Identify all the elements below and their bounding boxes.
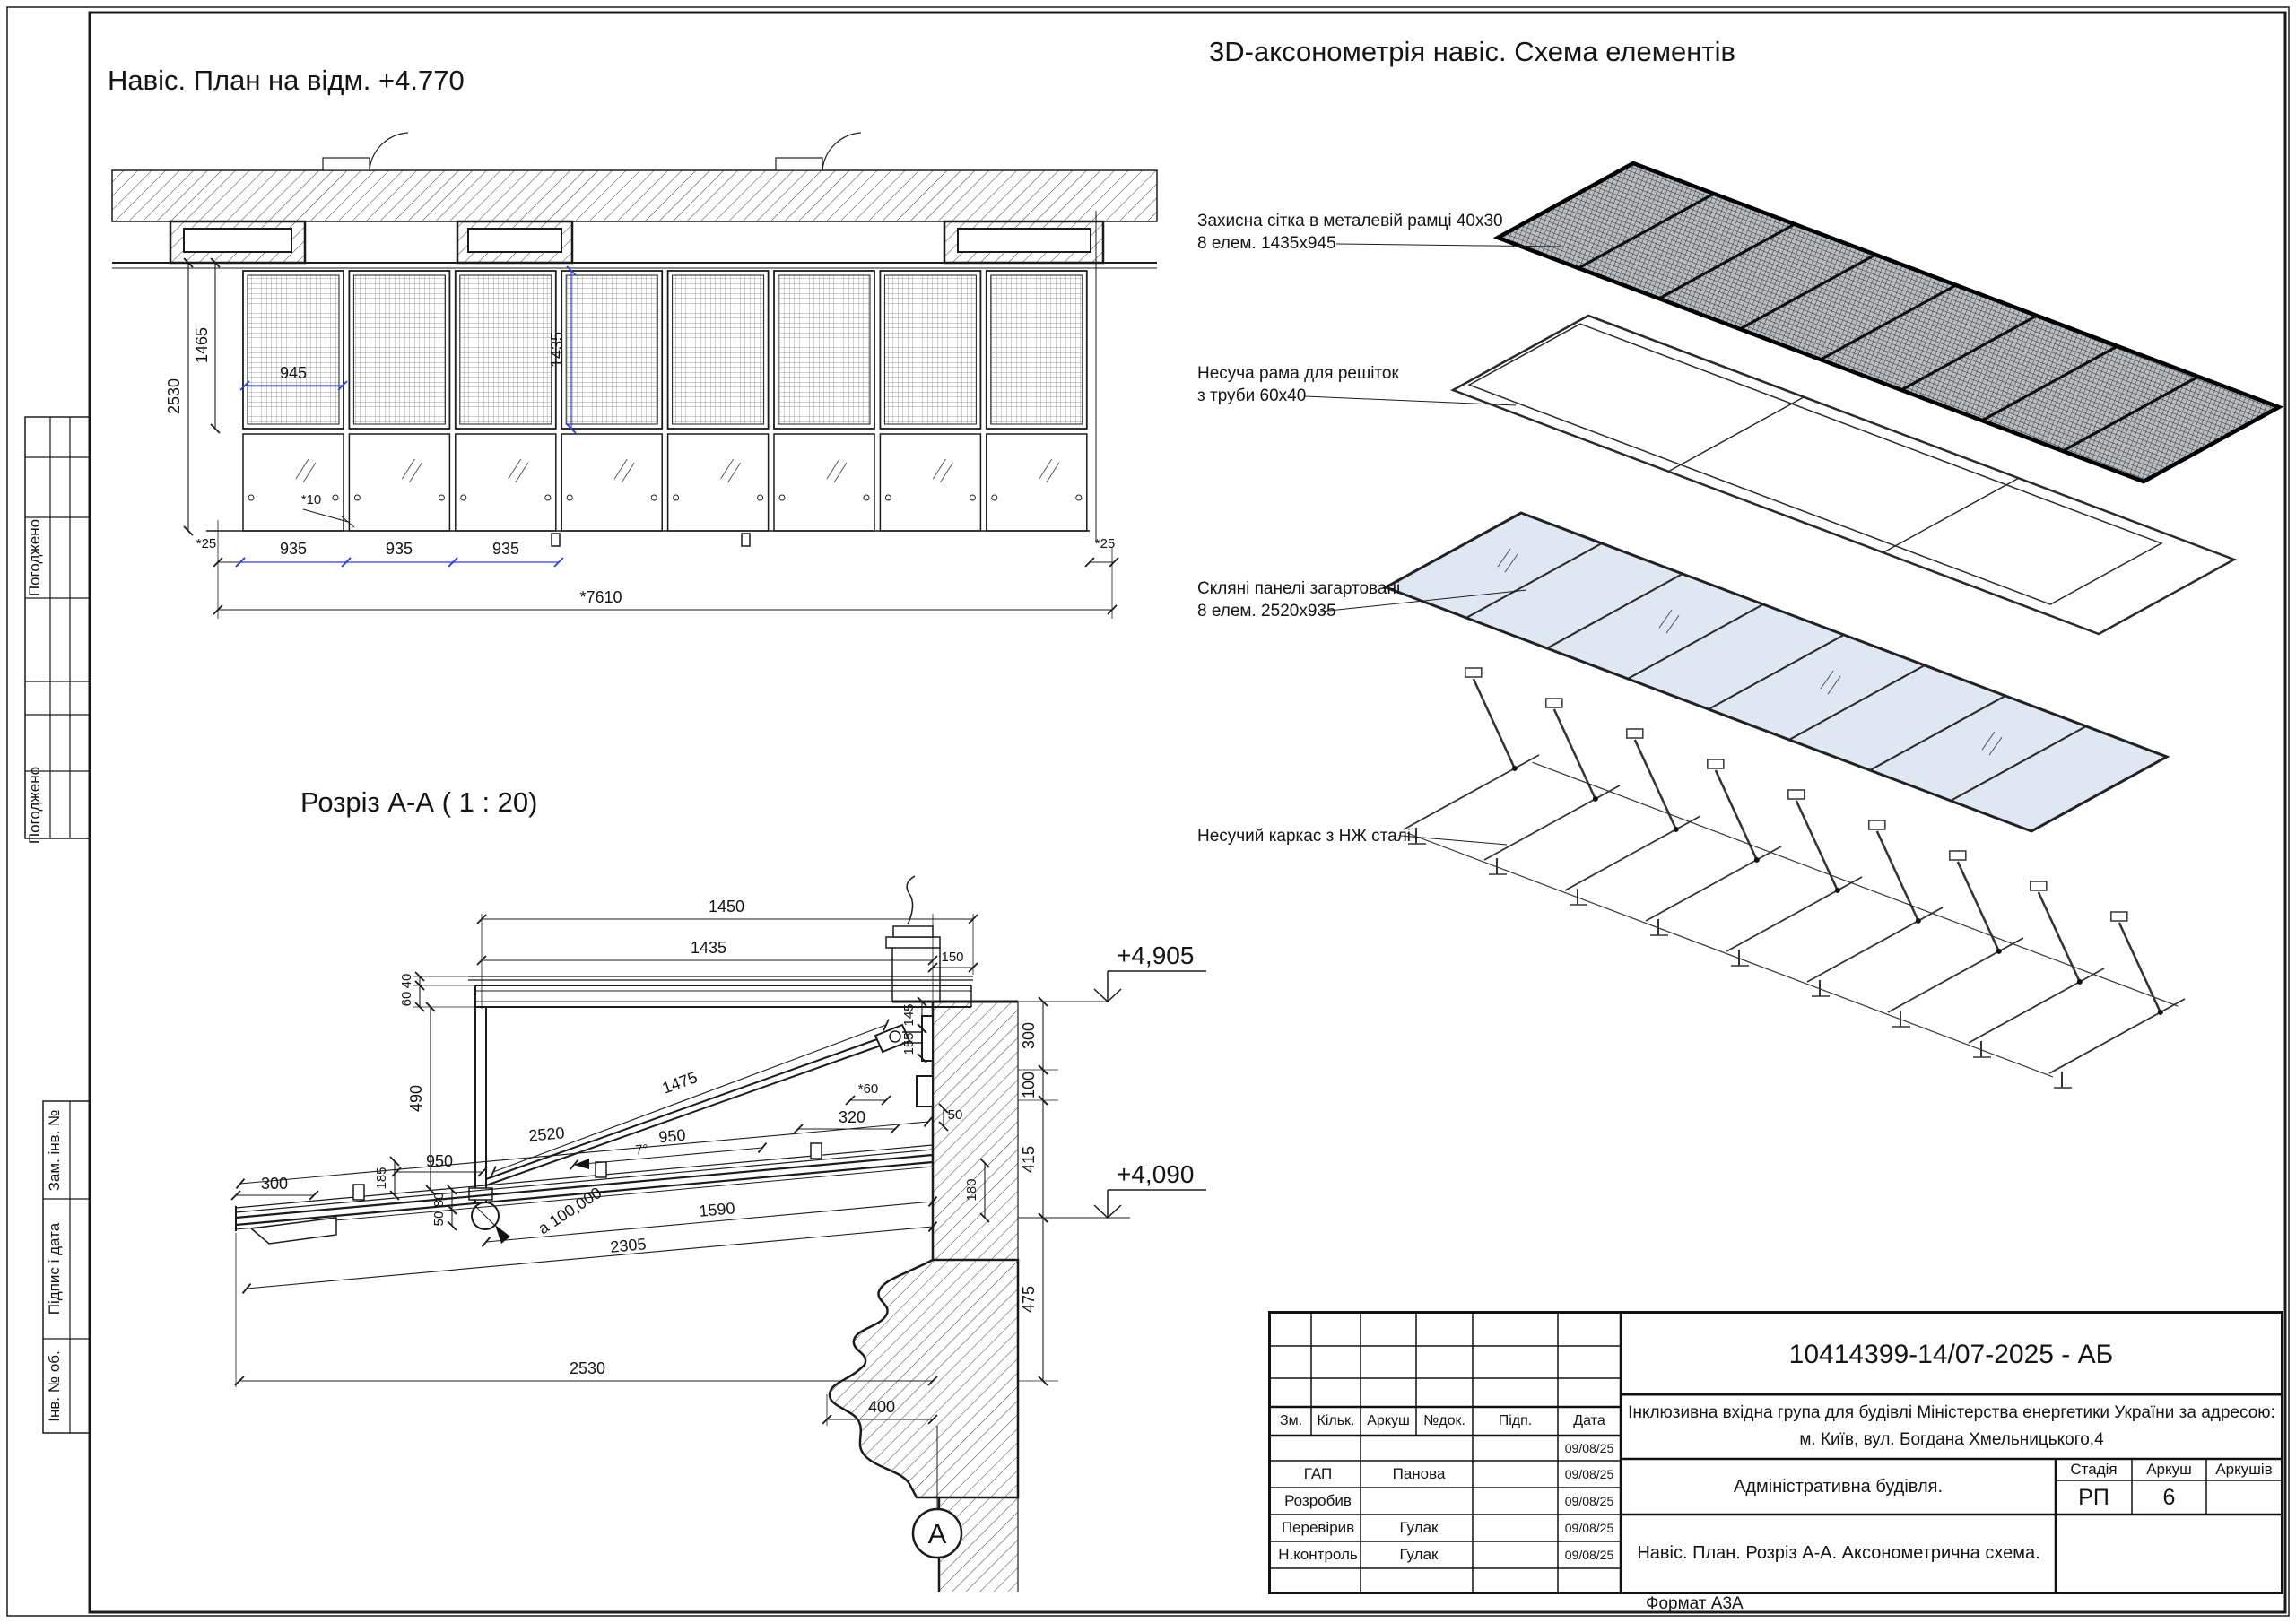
axon-label-glass-2: 8 елем. 2520x935: [1197, 602, 1336, 621]
axon-view: [1197, 163, 2279, 1088]
plan-dim-2530: 2530: [165, 378, 183, 415]
plan-dim-7610: *7610: [579, 588, 622, 606]
sec-dim-50a: 50: [431, 1211, 447, 1227]
section-view: [231, 876, 1206, 1592]
side-label-pogodzheno-2: Погоджено: [26, 766, 43, 845]
sec-level-top: +4,905: [1117, 942, 1195, 969]
plan-view: [112, 133, 1157, 619]
row-name-3: Гулак: [1399, 1546, 1439, 1563]
arkush-value: 6: [2162, 1484, 2176, 1510]
col-ndok: №док.: [1423, 1413, 1465, 1428]
sec-dim-2520: 2520: [527, 1124, 566, 1145]
axon-title: 3D-аксонометрія навіс. Схема елементів: [1209, 36, 1735, 67]
plan-dim-935c: 935: [491, 540, 520, 558]
col-data: Дата: [1573, 1413, 1605, 1428]
title-block: [1268, 1311, 2283, 1594]
col-pidp: Підп.: [1498, 1413, 1533, 1428]
plan-dim-935a: 935: [279, 540, 308, 558]
row-date-2: 09/08/25: [1564, 1521, 1614, 1535]
sec-dim-2305: 2305: [609, 1235, 648, 1256]
sec-dim-50b: 50: [947, 1107, 963, 1123]
sec-dim-1450: 1450: [708, 898, 745, 916]
date-top: 09/08/25: [1564, 1441, 1614, 1455]
sec-dim-60s: *60: [857, 1081, 879, 1097]
plan-dim-945: 945: [279, 364, 308, 382]
sec-dim-slope: 7°: [634, 1141, 649, 1159]
plan-dim-935b: 935: [385, 540, 413, 558]
sheet-content: Навіс. План. Розріз А-А. Аксонометрична схема.: [1637, 1542, 2040, 1563]
plan-dim-10: *10: [300, 492, 322, 508]
side-label-pidpys-data: Підпис і дата: [46, 1222, 63, 1315]
sec-dim-300b: 300: [1020, 1021, 1038, 1050]
sec-dim-2530: 2530: [569, 1359, 606, 1377]
row-role-3: Н.контроль: [1278, 1546, 1358, 1563]
sec-dim-1435: 1435: [690, 939, 727, 957]
row-role-1: Розробив: [1284, 1492, 1352, 1509]
sec-dim-185: 185: [374, 1167, 389, 1190]
sec-dim-950a: 950: [425, 1152, 454, 1170]
side-label-inv-ob: Інв. № об.: [46, 1350, 63, 1422]
axon-label-mesh-2: 8 елем. 1435x945: [1197, 234, 1336, 253]
side-label-zam-inv: Зам. інв. №: [46, 1109, 63, 1192]
row-role-0: ГАП: [1303, 1465, 1333, 1482]
stadia-header: Стадія: [2070, 1461, 2118, 1478]
col-arkush: Аркуш: [1367, 1413, 1410, 1428]
sec-dim-950b: 950: [657, 1125, 687, 1147]
row-name-2: Гулак: [1399, 1519, 1439, 1536]
sec-dim-490: 490: [407, 1084, 425, 1113]
axon-label-frame-1: Несуча рама для решіток: [1197, 364, 1399, 383]
row-name-1: [1361, 1488, 1473, 1515]
axon-label-glass-1: Скляні панелі загартовані: [1197, 579, 1401, 598]
section-title: Розріз А-А ( 1 : 20): [300, 786, 538, 818]
axon-label-carcass: Несучий каркас з НЖ сталі: [1197, 827, 1412, 846]
sec-dim-100: 100: [1020, 1071, 1038, 1099]
sec-dim-60: 60: [399, 991, 414, 1007]
row-date-1: 09/08/25: [1564, 1494, 1614, 1508]
doc-number: 10414399-14/07-2025 - АБ: [1788, 1339, 2114, 1369]
sec-dim-475: 475: [1020, 1285, 1038, 1314]
sec-benchmark-label: а 100,000: [535, 1183, 605, 1238]
col-kilk: Кільк.: [1317, 1413, 1355, 1428]
sec-dim-145: 145: [901, 1003, 917, 1027]
sec-dim-300a: 300: [260, 1175, 289, 1193]
sec-dim-155: 155: [901, 1032, 917, 1055]
plan-dim-25l: *25: [196, 536, 217, 551]
row-role-2: Перевірив: [1281, 1519, 1355, 1536]
plan-dim-1435: 1435: [548, 331, 566, 369]
sec-dim-1590: 1590: [698, 1199, 736, 1220]
object-name: Адміністративна будівля.: [1733, 1476, 1944, 1497]
format-label: Формат А3А: [1646, 1594, 1744, 1613]
sec-dim-150: 150: [941, 950, 964, 965]
sidebar-labels: [26, 519, 63, 1422]
axon-label-frame-2: з труби 60x40: [1197, 386, 1307, 405]
side-label-pogodzheno-1: Погоджено: [26, 518, 43, 597]
sec-dim-415: 415: [1020, 1145, 1038, 1174]
sec-level-bottom: +4,090: [1117, 1160, 1195, 1188]
axis-label: А: [927, 1518, 947, 1549]
sec-dim-40: 40: [399, 973, 414, 989]
plan-title: Навіс. План на відм. +4.770: [108, 65, 465, 96]
sec-dim-1475: 1475: [659, 1068, 700, 1098]
arkush-header: Аркуш: [2146, 1461, 2192, 1478]
project-description: Інклюзивна вхідна група для будівлі Міністерства енергетики України за адресою: м. Київ, вул. Богдана Хмельницького,4: [1628, 1402, 2275, 1449]
sec-dim-400: 400: [867, 1398, 896, 1416]
arkushiv-header: Аркушів: [2215, 1461, 2273, 1478]
sec-dim-80: 80: [431, 1192, 447, 1208]
row-date-0: 09/08/25: [1564, 1467, 1614, 1481]
row-date-3: 09/08/25: [1564, 1548, 1614, 1562]
col-zm: Зм.: [1279, 1413, 1303, 1428]
row-name-0: Панова: [1392, 1465, 1446, 1482]
axon-label-mesh-1: Захисна сітка в металевій рамці 40x30: [1197, 212, 1503, 230]
stadia-value: РП: [2078, 1484, 2109, 1510]
plan-dim-25r: *25: [1094, 536, 1116, 551]
plan-dim-1465: 1465: [193, 326, 211, 364]
sec-dim-180: 180: [964, 1178, 979, 1202]
sec-dim-320: 320: [838, 1108, 866, 1126]
